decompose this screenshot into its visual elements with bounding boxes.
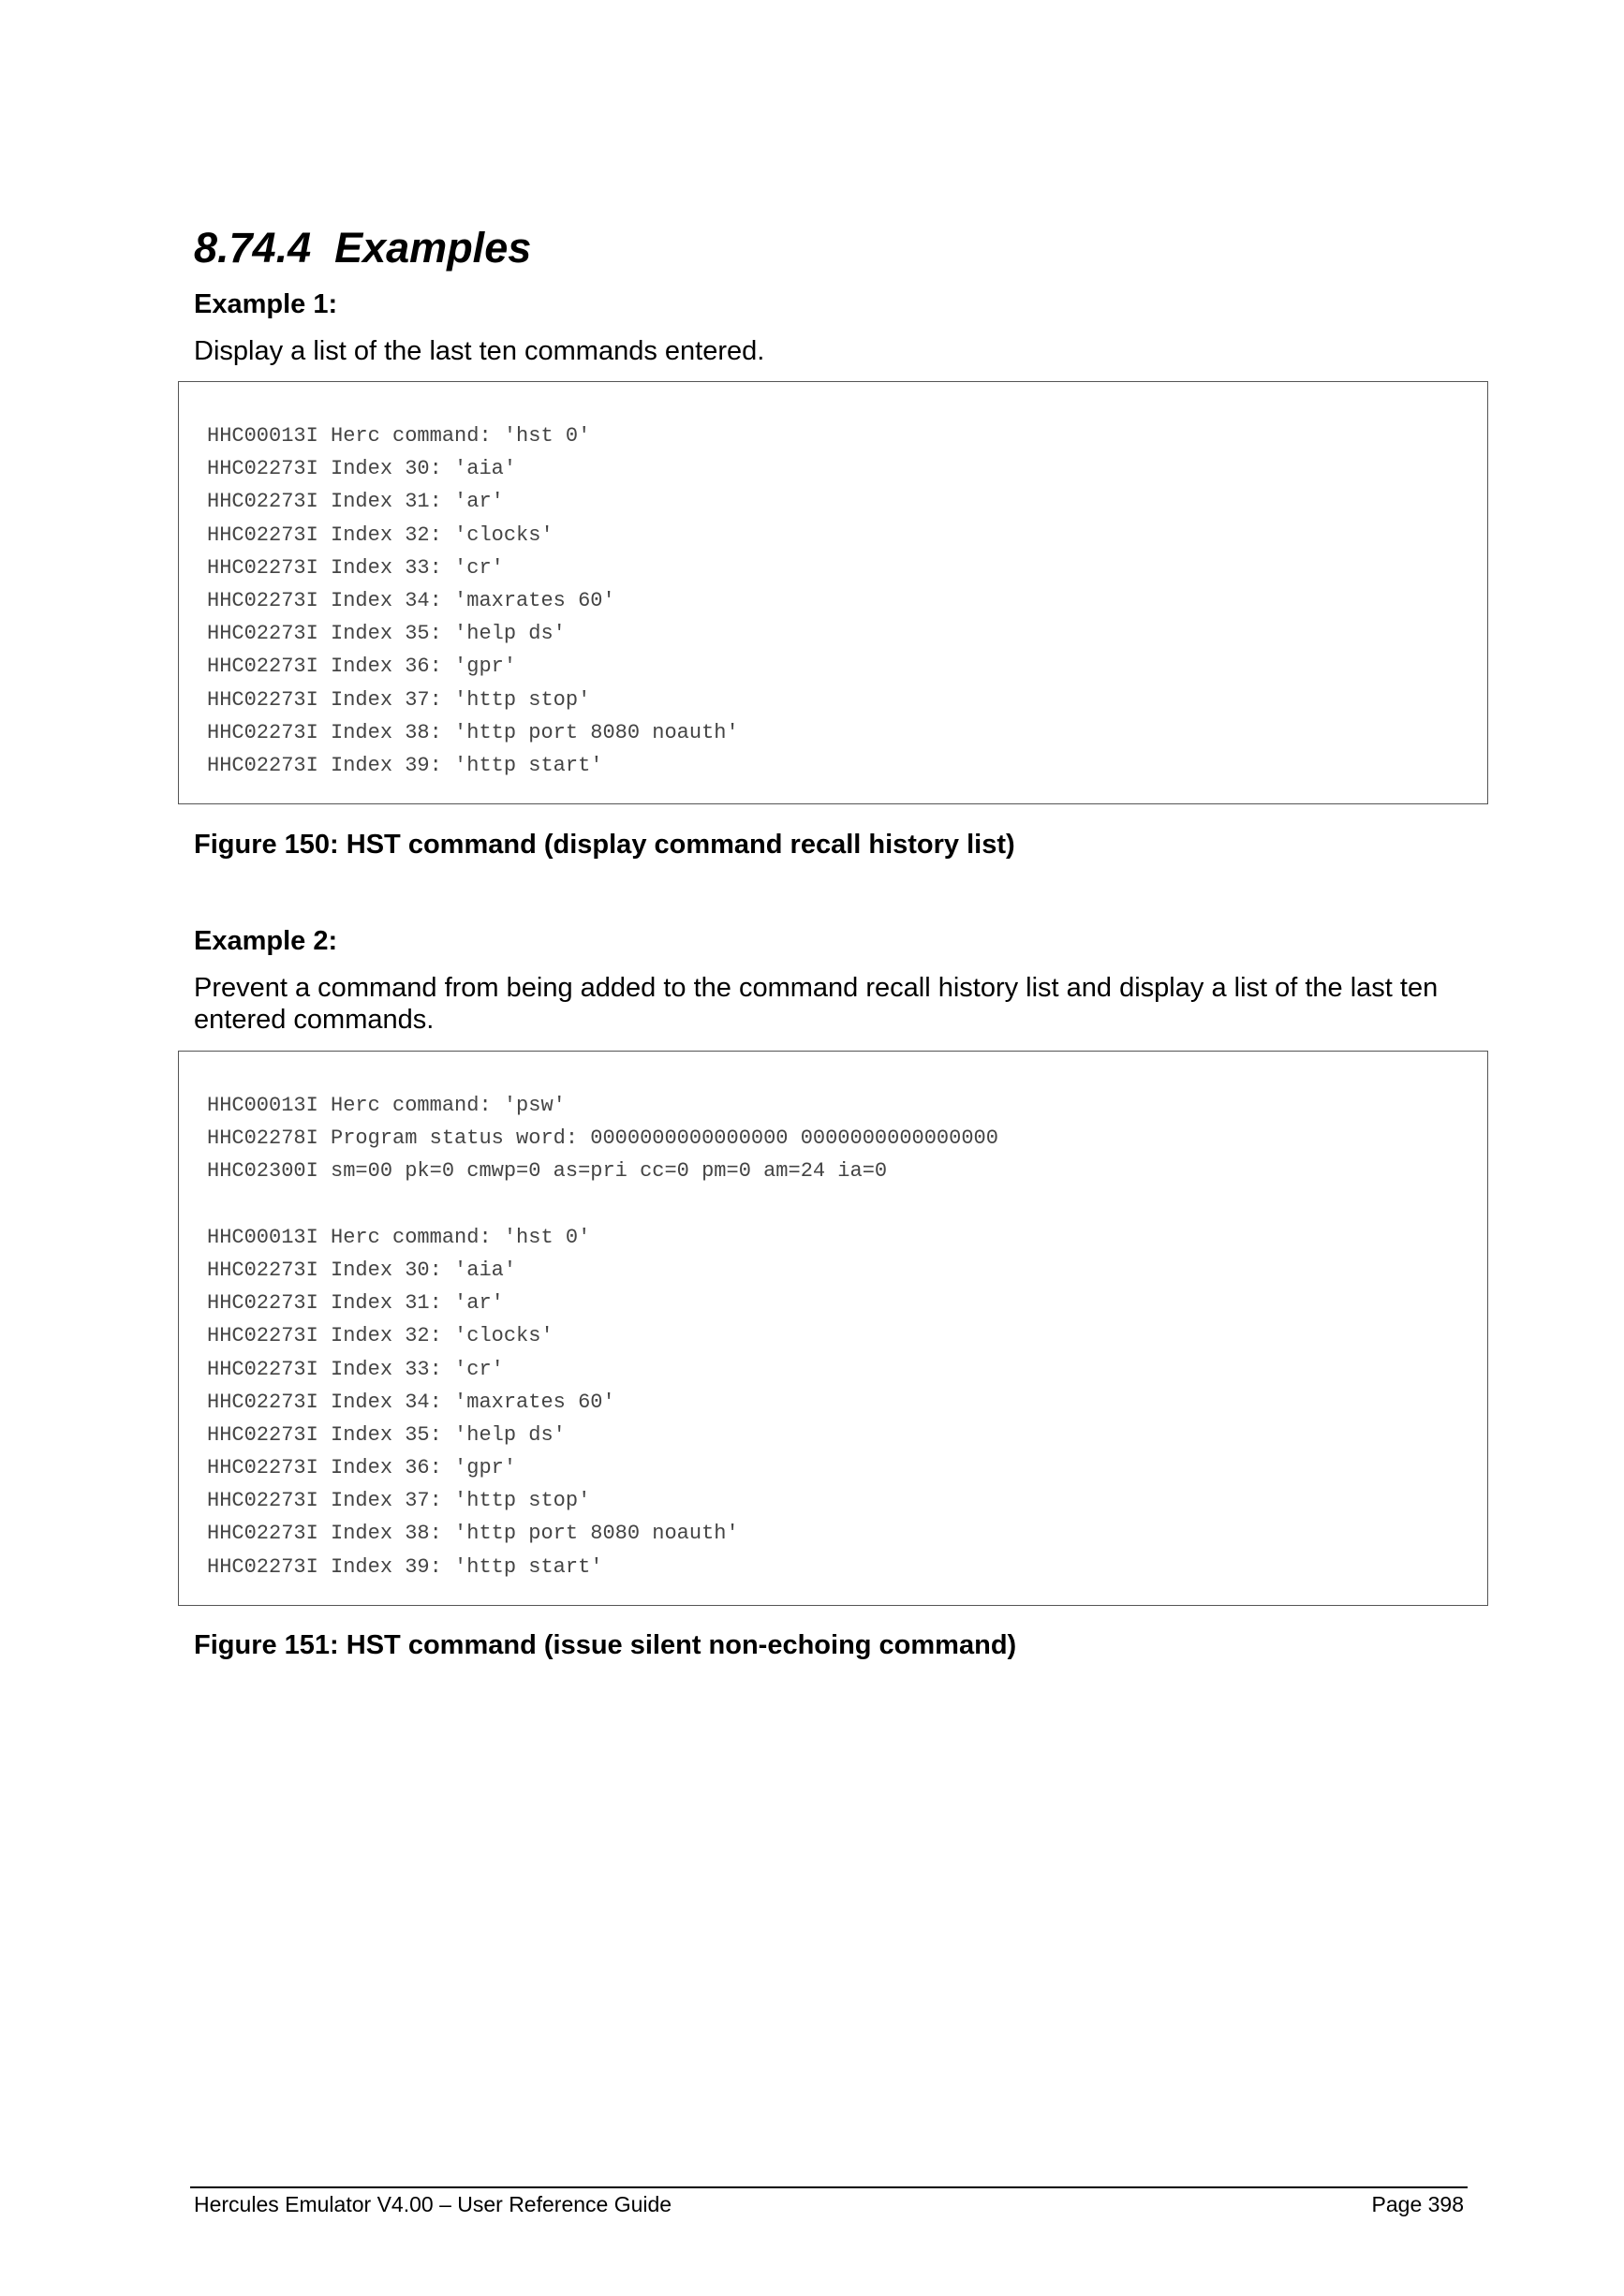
code-line: HHC02273I Index 36: 'gpr' [207, 1456, 517, 1480]
code-line: HHC02273I Index 30: 'aia' [207, 457, 517, 481]
code-line: HHC02273I Index 38: 'http port 8080 noauth' [207, 720, 739, 744]
code-line: HHC02278I Program status word: 0000000000000000 0000000000000000 [207, 1126, 998, 1151]
code-line: HHC02273I Index 31: 'ar' [207, 1291, 504, 1316]
code-line: HHC02273I Index 35: 'help ds' [207, 622, 566, 646]
example-1-code-block [178, 381, 1488, 804]
section-title: 8.74.4 Examples [194, 224, 532, 272]
code-line: HHC00013I Herc command: 'hst 0' [207, 424, 591, 448]
code-line: HHC00013I Herc command: 'psw' [207, 1094, 566, 1117]
code-line [207, 1188, 1487, 1221]
figure-151-caption: Figure 151: HST command (issue silent non-echoing command) [194, 1630, 1017, 1660]
figure-150-caption: Figure 150: HST command (display command recall history list) [194, 830, 1015, 860]
code-line: HHC02273I Index 39: 'http start' [207, 753, 603, 777]
code-line: HHC02273I Index 36: 'gpr' [207, 655, 517, 679]
code-line: HHC02273I Index 37: 'http stop' [207, 687, 591, 712]
example-1-heading: Example 1: [194, 289, 338, 319]
code-line: HHC02273I Index 33: 'cr' [207, 1357, 504, 1381]
code-line: HHC02273I Index 34: 'maxrates 60' [207, 1390, 615, 1414]
code-line: HHC02273I Index 30: 'aia' [207, 1258, 517, 1282]
example-2-description: Prevent a command from being added to the command recall history list and display a list of the last ten entered commands. [194, 973, 1439, 1035]
code-line: HHC02273I Index 34: 'maxrates 60' [207, 588, 615, 612]
code-line: HHC02273I Index 35: 'help ds' [207, 1422, 566, 1447]
code-line: HHC02300I sm=00 pk=0 cmwp=0 as=pri cc=0 pm=0 am=24 ia=0 [207, 1159, 888, 1184]
example-2-heading: Example 2: [194, 926, 338, 956]
code-line: HHC00013I Herc command: 'hst 0' [207, 1225, 591, 1249]
code-line: HHC02273I Index 38: 'http port 8080 noauth' [207, 1522, 739, 1546]
code-line: HHC02273I Index 31: 'ar' [207, 490, 504, 514]
example-2-code-block [178, 1051, 1488, 1606]
footer-document-title: Hercules Emulator V4.00 – User Reference Guide [194, 2192, 672, 2216]
code-line: HHC02273I Index 32: 'clocks' [207, 522, 554, 547]
code-line: HHC02273I Index 32: 'clocks' [207, 1324, 554, 1348]
footer-rule [190, 2186, 1468, 2188]
code-line: HHC02273I Index 39: 'http start' [207, 1554, 603, 1579]
example-1-description: Display a list of the last ten commands entered. [194, 336, 765, 366]
footer-page-number: Page 398 [1371, 2192, 1464, 2216]
code-line: HHC02273I Index 33: 'cr' [207, 555, 504, 580]
code-line: HHC02273I Index 37: 'http stop' [207, 1489, 591, 1513]
